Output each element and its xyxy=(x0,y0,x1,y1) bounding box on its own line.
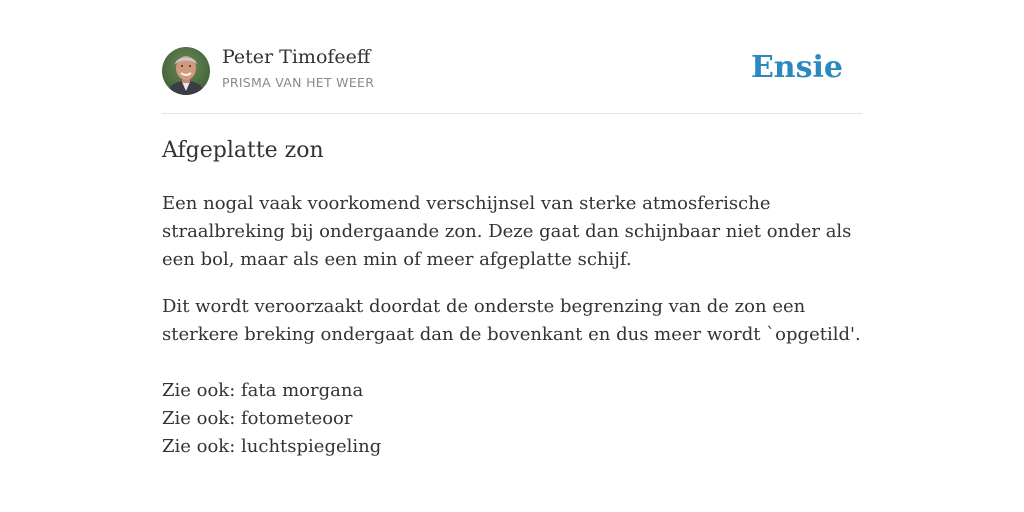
article-body xyxy=(162,190,862,461)
see-also-item xyxy=(162,377,862,405)
article-paragraph: Dit wordt veroorzaakt doordat de onderste begrenzing van de zon een sterkere breking ondergaat dan de bovenkant en dus meer wordt `opgetild'. xyxy=(162,296,861,345)
see-also-item xyxy=(162,433,862,461)
see-also-link[interactable]: fotometeoor xyxy=(241,408,353,429)
article-title: Afgeplatte zon xyxy=(162,138,324,163)
author-subtitle[interactable]: PRISMA VAN HET WEER xyxy=(222,75,375,90)
header-divider xyxy=(162,113,862,114)
author-photo xyxy=(162,47,210,95)
article-paragraph: Een nogal vaak voorkomend verschijnsel van sterke atmosferische straalbreking bij ondergaande zon. Deze gaat dan schijnbaar niet onder als een bol, maar als een min of meer afgeplatte schijf. xyxy=(162,193,852,270)
see-also-item xyxy=(162,405,862,433)
see-also-list xyxy=(162,377,862,461)
see-also-link[interactable]: luchtspiegeling xyxy=(241,436,382,457)
see-also-prefix: Zie ook: xyxy=(162,380,242,401)
author-avatar xyxy=(162,47,210,95)
brand-logo-link[interactable]: Ensie xyxy=(750,50,843,85)
author-header xyxy=(162,46,862,96)
see-also-prefix: Zie ook: xyxy=(162,436,242,457)
author-name[interactable]: Peter Timofeeff xyxy=(222,46,371,68)
see-also-prefix: Zie ook: xyxy=(162,408,242,429)
see-also-link[interactable]: fata morgana xyxy=(241,380,364,401)
